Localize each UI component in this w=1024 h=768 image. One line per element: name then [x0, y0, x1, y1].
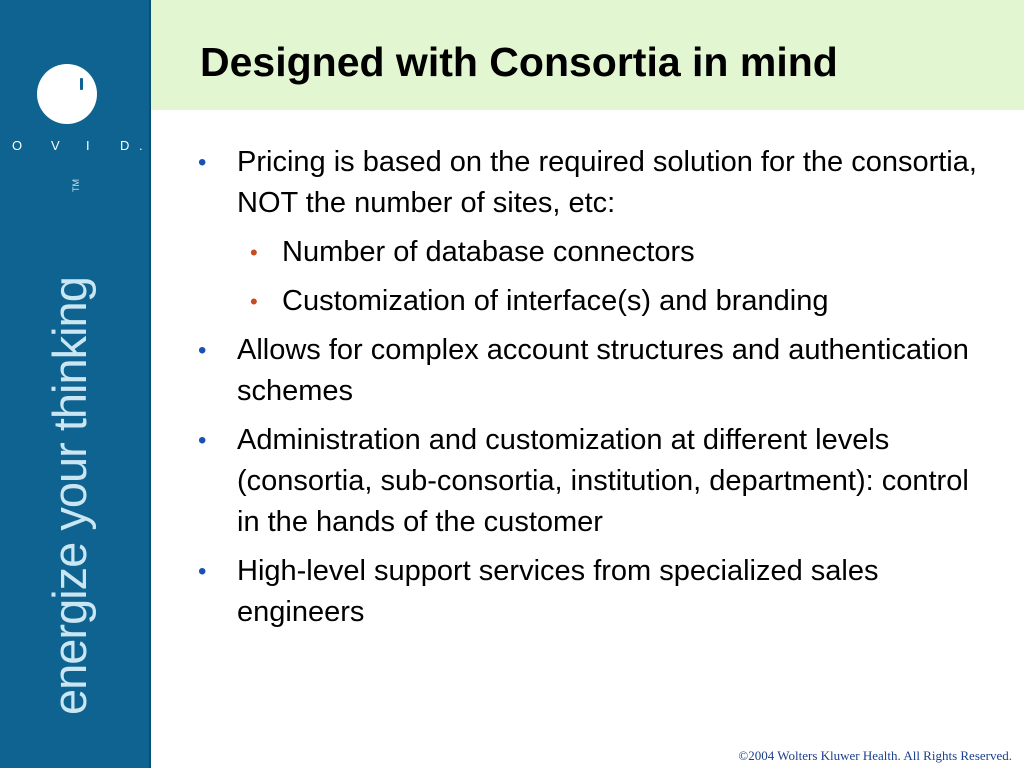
bullet-text: Allows for complex account structures and authentication schemes	[237, 334, 969, 407]
sub-bullet-text: Number of database connectors	[282, 236, 695, 268]
bullet-item	[198, 142, 988, 224]
slide-body	[198, 142, 988, 641]
sidebar	[0, 0, 149, 768]
sub-bullet-text: Customization of interface(s) and branding	[282, 285, 829, 317]
tagline-container	[40, 195, 100, 715]
bullet-icon: •	[198, 558, 207, 585]
logo-mark	[80, 78, 83, 90]
bullet-item	[198, 551, 988, 633]
copyright-footer: ©2004 Wolters Kluwer Health. All Rights Reserved.	[738, 748, 1012, 763]
brand-letter-dot: .	[139, 138, 143, 153]
bullet-text: Pricing is based on the required solution for the consortia, NOT the number of sites, etc:	[237, 146, 977, 219]
bullet-icon: •	[198, 427, 207, 454]
sub-bullet-item	[198, 281, 988, 322]
sub-bullet-icon: •	[250, 289, 258, 314]
bullet-icon: •	[198, 149, 207, 176]
brand-letter-o: O	[12, 138, 23, 153]
bullet-icon: •	[198, 337, 207, 364]
brand-letter-v: V	[51, 138, 60, 153]
sidebar-divider	[149, 0, 151, 768]
ovid-logo-icon	[37, 64, 97, 124]
tagline: energize your thinking	[43, 277, 96, 715]
slide-title: Designed with Consortia in mind	[200, 39, 838, 85]
brand-letter-d: D	[120, 138, 130, 153]
brand-letter-i: I	[86, 138, 90, 153]
sub-bullet-item	[198, 232, 988, 273]
sub-bullet-icon: •	[250, 240, 258, 265]
bullet-text: Administration and customization at different levels (consortia, sub-consortia, institution, department): control in the hands of the customer	[237, 424, 969, 538]
bullet-item	[198, 330, 988, 412]
trademark-symbol: TM	[71, 179, 81, 192]
bullet-text: High-level support services from specialized sales engineers	[237, 555, 879, 628]
bullet-item	[198, 420, 988, 543]
ovid-wordmark	[12, 137, 147, 155]
